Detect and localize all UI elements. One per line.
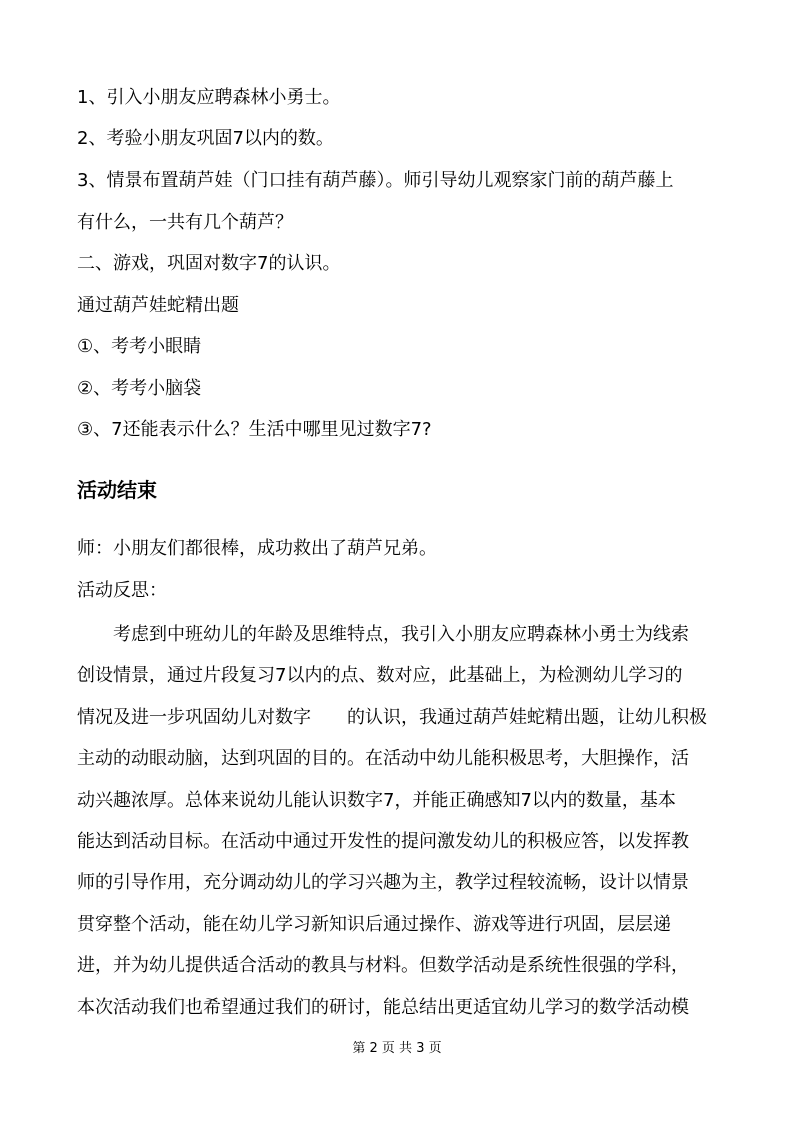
line-9: ③、7还能表示什么？生活中哪里见过数字7?	[77, 419, 432, 440]
line-4: 有什么，一共有几个葫芦？	[77, 212, 293, 233]
reflection-line: 本次活动我们也希望通过我们的研讨，能总结出更适宜幼儿学习的数学活动模	[77, 996, 689, 1018]
line-1: 1、引入小朋友应聘森林小勇士。	[77, 87, 341, 108]
reflection-line: 进，并为幼儿提供适合活动的教具与材料。但数学活动是系统性很强的学科，	[77, 955, 689, 977]
line-3: 3、情景布置葫芦娃（门口挂有葫芦藤）。师引导幼儿观察家门前的葫芦藤上	[77, 170, 674, 191]
reflection-line: 师的引导作用，充分调动幼儿的学习兴趣为主，教学过程较流畅，设计以情景	[77, 872, 689, 894]
line-6: 通过葫芦娃蛇精出题	[77, 295, 239, 316]
reflection-line: 动兴趣浓厚。总体来说幼儿能认识数字7，并能正确感知7以内的数量，基本	[77, 789, 676, 811]
section-heading: 活动结束	[77, 478, 157, 502]
reflection-line: 情况及进一步巩固幼儿对数字 的认识，我通过葫芦娃蛇精出题，让幼儿积极	[77, 706, 707, 728]
line-5: 二、游戏，巩固对数字7的认识。	[77, 253, 341, 274]
reflection-line: 贯穿整个活动，能在幼儿学习新知识后通过操作、游戏等进行巩固，层层递	[77, 913, 671, 935]
reflection-line: 主动的动眼动脑，达到巩固的目的。在活动中幼儿能积极思考，大胆操作，活	[77, 748, 689, 770]
page-footer: 第 2 页 共 3 页	[352, 1041, 442, 1056]
line-2: 2、考验小朋友巩固7以内的数。	[77, 128, 334, 149]
reflection-line: 能达到活动目标。在活动中通过开发性的提问激发幼儿的积极应答，以发挥教	[77, 830, 689, 852]
reflection-line: 创设情景，通过片段复习7以内的点、数对应，此基础上，为检测幼儿学习的	[77, 665, 683, 687]
line-7: ①、考考小眼睛	[77, 336, 202, 357]
line-8: ②、考考小脑袋	[77, 378, 202, 399]
reflection-paragraph	[77, 625, 727, 1039]
closing-line-1: 师：小朋友们都很棒，成功救出了葫芦兄弟。	[77, 538, 437, 559]
reflection-line: 考虑到中班幼儿的年龄及思维特点，我引入小朋友应聘森林小勇士为线索	[113, 624, 689, 645]
closing-line-2: 活动反思：	[77, 580, 167, 601]
